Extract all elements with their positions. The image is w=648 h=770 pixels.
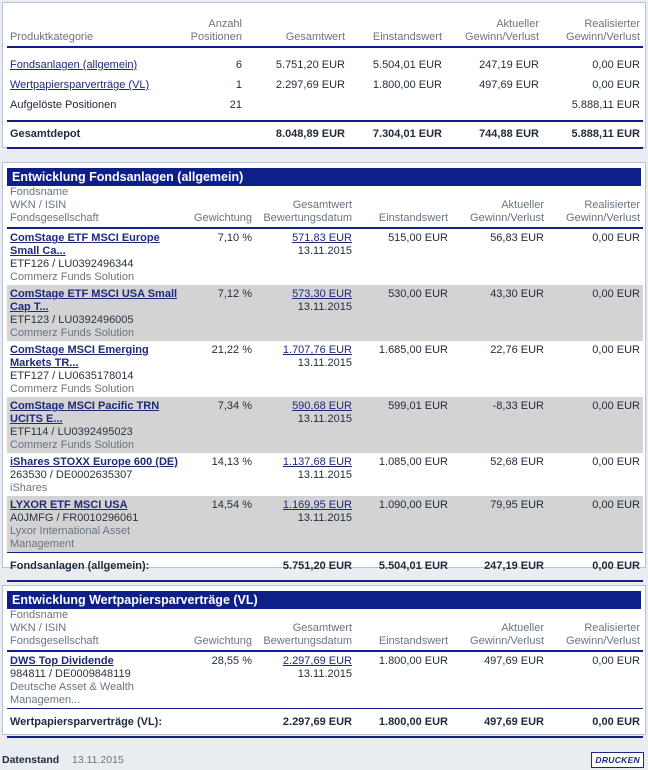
fund-realized-gain: 0,00 EUR (592, 655, 640, 667)
fund-realized-gain: 0,00 EUR (592, 400, 640, 412)
vl-sum-current-gain: 497,69 EUR (451, 709, 547, 738)
col-header-category: Produktkategorie (10, 31, 94, 43)
summary-row (7, 95, 643, 115)
funds-section-title: Entwicklung Fondsanlagen (allgemein) (7, 168, 641, 186)
fund-current-gain: -8,33 EUR (492, 400, 544, 412)
summary-row (7, 55, 643, 75)
fund-cost: 1.800,00 EUR (378, 655, 448, 667)
vl-sum-label: Wertpapiersparverträge (VL): (7, 709, 255, 738)
col-header-fund: Fondsname WKN / ISIN Fondsgesellschaft (10, 186, 99, 224)
funds-sum-current-gain: 247,19 EUR (451, 553, 547, 582)
summary-count: 6 (235, 59, 242, 71)
funds-sum-total-value: 5.751,20 EUR (255, 553, 355, 582)
fund-name-link[interactable]: ComStage ETF MSCI Europe Small Ca... (10, 232, 160, 257)
fund-cost: 1.085,00 EUR (378, 456, 448, 468)
category-link-vl[interactable]: Wertpapiersparverträge (VL) (10, 79, 150, 91)
fund-ids: ETF127 / LU0635178014 (10, 370, 134, 382)
fund-cost: 599,01 EUR (388, 400, 448, 412)
col-header-total-value: Gesamtwert Bewertungsdatum (263, 199, 352, 224)
fund-company: iShares (10, 482, 48, 494)
summary-total-value: 5.751,20 EUR (275, 59, 345, 71)
col-header-total-value: Gesamtwert (285, 31, 345, 43)
summary-realized-gain: 0,00 EUR (592, 79, 640, 91)
fund-total-value-link[interactable]: 571,83 EUR (292, 232, 352, 244)
funds-table (7, 186, 643, 582)
col-header-cost: Einstandswert (372, 31, 442, 43)
fund-name-link[interactable]: iShares STOXX Europe 600 (DE) (10, 456, 178, 468)
fund-name-link[interactable]: DWS Top Dividende (10, 655, 114, 667)
fund-ids: 984811 / DE0009848119 (10, 668, 131, 680)
summary-row (7, 47, 643, 55)
fund-realized-gain: 0,00 EUR (592, 456, 640, 468)
fund-cost: 515,00 EUR (388, 232, 448, 244)
fund-ids: ETF114 / LU0392495023 (10, 426, 133, 438)
total-realized-gain: 5.888,11 EUR (542, 121, 643, 148)
data-status-date: 13.11.2015 (72, 754, 124, 766)
fund-row (7, 397, 643, 453)
fund-realized-gain: 0,00 EUR (592, 344, 640, 356)
fund-total-value-link[interactable]: 590,68 EUR (292, 400, 352, 412)
summary-count: 21 (229, 99, 242, 111)
funds-sum-label: Fondsanlagen (allgemein): (7, 553, 255, 582)
fund-row (7, 496, 643, 553)
col-header-total-value: Gesamtwert Bewertungsdatum (263, 622, 352, 647)
fund-company: Deutsche Asset & Wealth Managemen... (10, 681, 134, 706)
funds-sum-realized-gain: 0,00 EUR (547, 553, 643, 582)
col-header-weight: Gewichtung (193, 635, 252, 647)
fund-weight: 7,12 % (217, 288, 252, 300)
col-header-fund: Fondsname WKN / ISIN Fondsgesellschaft (10, 609, 99, 647)
fund-weight: 14,54 % (211, 499, 252, 511)
col-header-weight: Gewichtung (193, 212, 252, 224)
fund-company: Lyxor International Asset Management (10, 525, 131, 550)
fund-weight: 7,34 % (217, 400, 252, 412)
fund-weight: 14,13 % (211, 456, 252, 468)
fund-company: Commerz Funds Solution (10, 439, 135, 451)
fund-name-link[interactable]: ComStage ETF MSCI USA Small Cap T... (10, 288, 178, 313)
col-header-current-gain: Aktueller Gewinn/Verlust (465, 18, 539, 43)
summary-current-gain: 497,69 EUR (479, 79, 539, 91)
funds-development-panel (2, 162, 646, 572)
print-button[interactable]: DRUCKEN (591, 752, 644, 768)
total-label: Gesamtdepot (7, 121, 165, 148)
fund-current-gain: 22,76 EUR (490, 344, 544, 356)
fund-weight: 7,10 % (217, 232, 252, 244)
fund-company: Commerz Funds Solution (10, 383, 135, 395)
summary-realized-gain: 5.888,11 EUR (571, 99, 640, 111)
funds-sum-cost: 5.504,01 EUR (355, 553, 451, 582)
fund-current-gain: 56,83 EUR (490, 232, 544, 244)
fund-total-value-link[interactable]: 1.169,95 EUR (282, 499, 352, 511)
col-header-realized-gain: Realisierter Gewinn/Verlust (566, 622, 640, 647)
summary-cost: 1.800,00 EUR (372, 79, 442, 91)
vl-section-title: Entwicklung Wertpapiersparverträge (VL) (7, 591, 641, 609)
col-header-count: Anzahl Positionen (190, 18, 242, 43)
fund-valuation-date: 13.11.2015 (297, 469, 352, 481)
fund-ids: 263530 / DE0002635307 (10, 469, 133, 481)
col-header-realized-gain: Realisierter Gewinn/Verlust (566, 18, 640, 43)
summary-row (7, 75, 643, 95)
fund-ids: A0JMFG / FR0010296061 (10, 512, 139, 524)
category-link-funds[interactable]: Fondsanlagen (allgemein) (10, 59, 138, 71)
vl-table (7, 609, 643, 738)
footer (2, 752, 646, 768)
vl-sum-cost: 1.800,00 EUR (355, 709, 451, 738)
vl-sum-realized-gain: 0,00 EUR (547, 709, 643, 738)
fund-weight: 28,55 % (211, 655, 252, 667)
col-header-current-gain: Aktueller Gewinn/Verlust (470, 199, 544, 224)
vl-sum-row (7, 709, 643, 738)
fund-valuation-date: 13.11.2015 (297, 512, 352, 524)
summary-total-value: 2.297,69 EUR (275, 79, 345, 91)
fund-total-value-link[interactable]: 573,30 EUR (292, 288, 352, 300)
fund-current-gain: 52,68 EUR (490, 456, 544, 468)
fund-valuation-date: 13.11.2015 (297, 413, 352, 425)
total-value: 8.048,89 EUR (245, 121, 348, 148)
summary-total-value (245, 95, 348, 115)
fund-weight: 21,22 % (211, 344, 252, 356)
fund-cost: 1.090,00 EUR (378, 499, 448, 511)
summary-cost (348, 95, 445, 115)
fund-name-link[interactable]: LYXOR ETF MSCI USA (10, 499, 128, 511)
fund-name-link[interactable]: ComStage MSCI Pacific TRN UCITS E... (10, 400, 160, 425)
col-header-current-gain: Aktueller Gewinn/Verlust (470, 622, 544, 647)
summary-realized-gain: 0,00 EUR (592, 59, 640, 71)
portfolio-summary-panel (2, 2, 646, 148)
fund-ids: ETF123 / LU0392496005 (10, 314, 134, 326)
summary-count: 1 (235, 79, 242, 91)
fund-cost: 530,00 EUR (388, 288, 448, 300)
summary-category-closed: Aufgelöste Positionen (10, 99, 117, 111)
fund-current-gain: 497,69 EUR (484, 655, 544, 667)
funds-sum-row (7, 553, 643, 582)
col-header-realized-gain: Realisierter Gewinn/Verlust (566, 199, 640, 224)
fund-realized-gain: 0,00 EUR (592, 232, 640, 244)
fund-total-value-link[interactable]: 2.297,69 EUR (282, 655, 352, 667)
fund-current-gain: 79,95 EUR (490, 499, 544, 511)
fund-company: Commerz Funds Solution (10, 327, 135, 339)
total-cost: 7.304,01 EUR (348, 121, 445, 148)
fund-row (7, 285, 643, 341)
summary-current-gain: 247,19 EUR (479, 59, 539, 71)
fund-name-link[interactable]: ComStage MSCI Emerging Markets TR... (10, 344, 149, 369)
fund-row (7, 228, 643, 285)
col-header-cost: Einstandswert (378, 635, 448, 647)
total-current-gain: 744,88 EUR (445, 121, 542, 148)
fund-cost: 1.685,00 EUR (378, 344, 448, 356)
vl-sum-total-value: 2.297,69 EUR (255, 709, 355, 738)
vl-development-panel (2, 585, 646, 735)
fund-realized-gain: 0,00 EUR (592, 288, 640, 300)
fund-valuation-date: 13.11.2015 (297, 357, 352, 369)
fund-valuation-date: 13.11.2015 (297, 245, 352, 257)
data-status-label: Datenstand (2, 754, 60, 766)
fund-realized-gain: 0,00 EUR (592, 499, 640, 511)
fund-valuation-date: 13.11.2015 (297, 668, 352, 680)
fund-current-gain: 43,30 EUR (490, 288, 544, 300)
fund-total-value-link[interactable]: 1.137,68 EUR (282, 456, 352, 468)
fund-valuation-date: 13.11.2015 (297, 301, 352, 313)
fund-total-value-link[interactable]: 1.707,76 EUR (282, 344, 352, 356)
fund-row (7, 651, 643, 709)
summary-cost: 5.504,01 EUR (372, 59, 442, 71)
summary-total-row (7, 121, 643, 148)
fund-row (7, 453, 643, 496)
col-header-cost: Einstandswert (378, 212, 448, 224)
summary-current-gain (445, 95, 542, 115)
fund-ids: ETF126 / LU0392496344 (10, 258, 134, 270)
fund-company: Commerz Funds Solution (10, 271, 135, 283)
summary-table (7, 11, 643, 149)
fund-row (7, 341, 643, 397)
